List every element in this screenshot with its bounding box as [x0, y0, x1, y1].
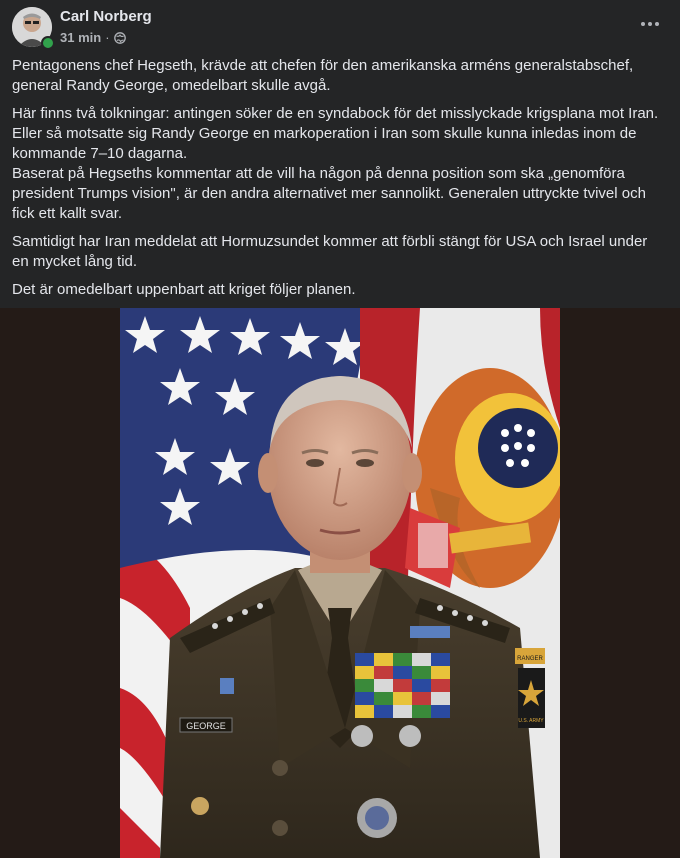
- online-status-dot: [41, 36, 55, 50]
- post-paragraph: Här finns två tolkningar: antingen söker de en syndabock för det misslyckade krigsplana mot Iran. Eller så motsatte sig Randy George en markoperation i Iran som skulle kunna inledas inom de kommande 7–10 dagarna. Baserat på Hegseths kommentar att de vill ha någon på denna position som ska „genomföra president Trumps vision", är den andra alternativet mer sannolikt. Generalen uttryckte tvivel och fick ett kallt svar.: [12, 105, 659, 222]
- post-media[interactable]: [0, 308, 680, 858]
- more-options-icon: [641, 22, 645, 26]
- author-avatar[interactable]: [12, 7, 52, 47]
- name-tag: GEORGE: [186, 721, 226, 731]
- post-paragraph: Samtidigt har Iran meddelat att Hormuzsundet kommer att förbli stängt för USA och Israel under en mycket lång tid.: [12, 233, 648, 270]
- more-options-icon: [648, 22, 652, 26]
- more-options-icon: [655, 22, 659, 26]
- post-header: [0, 0, 680, 56]
- author-name[interactable]: Carl Norberg: [60, 8, 152, 25]
- more-options-button[interactable]: [636, 12, 664, 36]
- ranger-tab: RANGER: [517, 656, 543, 662]
- post-timestamp[interactable]: 31 min: [60, 30, 102, 45]
- globe-icon[interactable]: [114, 32, 126, 44]
- army-patch: U.S. ARMY: [518, 718, 544, 724]
- post-paragraph: Pentagonens chef Hegseth, krävde att chefen för den amerikanska arméns generalstabschef, general Randy George, omedelbart skulle avgå.: [12, 57, 634, 94]
- general-portrait-image: [120, 308, 560, 858]
- post-meta: [60, 30, 126, 45]
- post-photo[interactable]: [120, 308, 560, 858]
- meta-separator: ·: [105, 30, 110, 45]
- post-paragraph: Det är omedelbart uppenbart att kriget följer planen.: [12, 281, 356, 298]
- post-text: [12, 56, 668, 308]
